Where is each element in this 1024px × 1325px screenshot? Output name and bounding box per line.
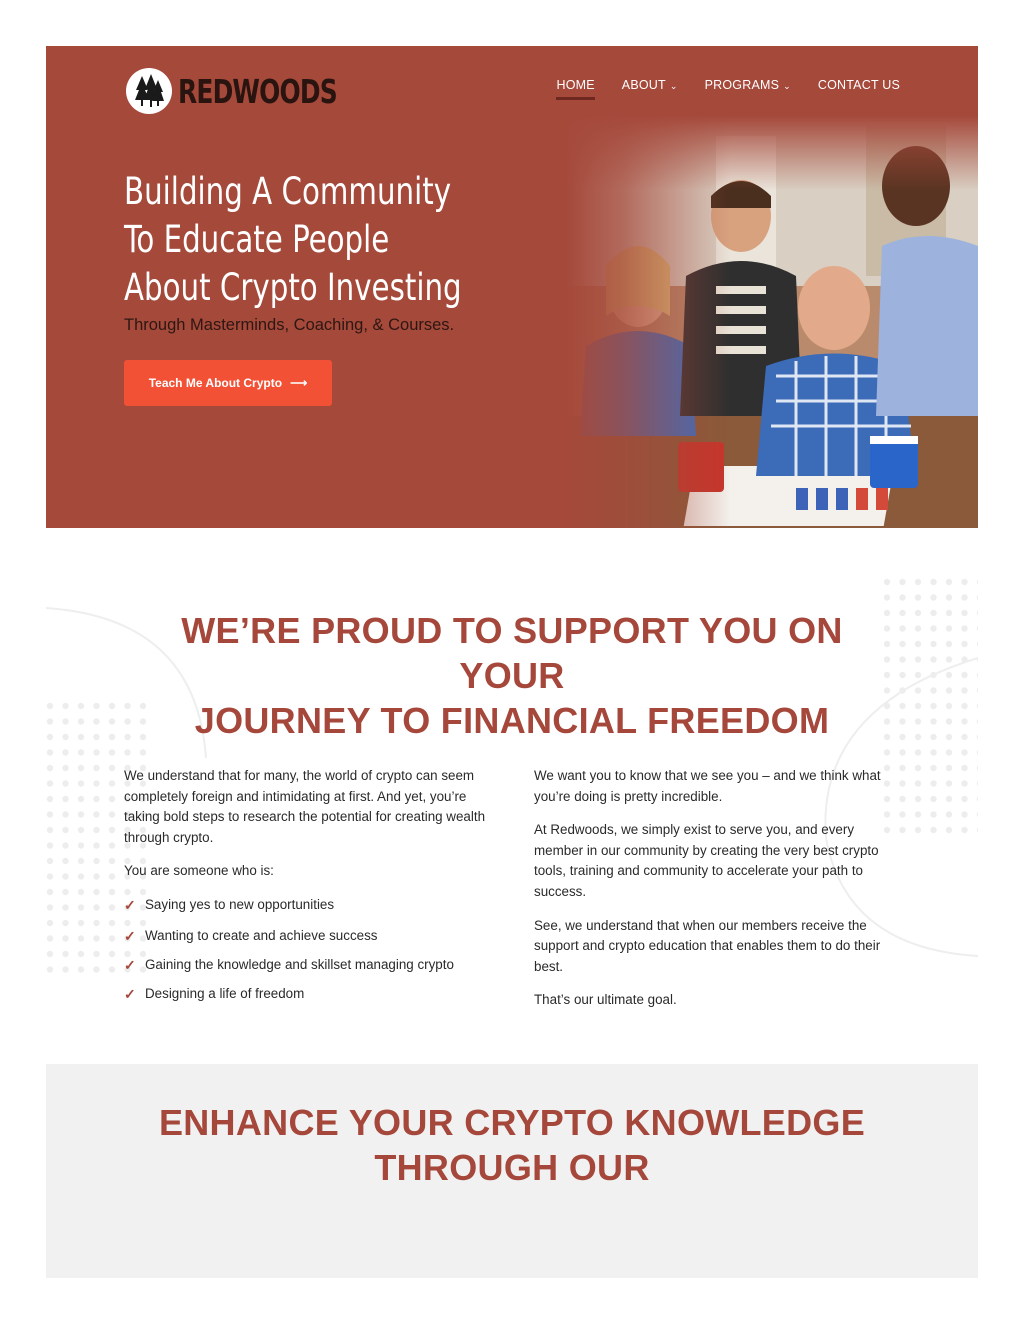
paragraph: That’s our ultimate goal. xyxy=(534,992,677,1008)
enhance-section xyxy=(46,1064,978,1278)
paragraph: See, we understand that when our members receive the support and crypto education that enables them to do their best. xyxy=(534,917,881,974)
nav-label: ABOUT xyxy=(621,78,666,92)
hero-photo-fade xyxy=(566,116,978,528)
support-heading-line: WE’RE PROUD TO SUPPORT YOU ON xyxy=(181,610,843,651)
checkmark-icon: ✓ xyxy=(124,986,136,1003)
nav-item-contact-us[interactable] xyxy=(818,78,900,100)
nav-label: PROGRAMS xyxy=(704,78,780,92)
checklist xyxy=(124,895,494,1005)
hero-section xyxy=(46,46,978,528)
hero-title xyxy=(124,168,476,312)
hero-title-line: To Educate People xyxy=(124,218,390,261)
paragraph: We want you to know that we see you – and we think what you’re doing is pretty incredible. xyxy=(534,768,881,804)
paragraph: You are someone who is: xyxy=(124,863,274,879)
checkmark-icon: ✓ xyxy=(124,896,136,913)
list-item-text: Designing a life of freedom xyxy=(145,986,305,1002)
brand-name: REDWOODS xyxy=(178,71,337,111)
paragraph: At Redwoods, we simply exist to serve you, and every member in our community by creating the very best crypto tools, training and community to accelerate your path to success. xyxy=(534,822,879,899)
paragraph: We understand that for many, the world of crypto can seem completely foreign and intimidating at first. And yet, you’re taking bold steps to research the potential for creating wealth through crypto. xyxy=(124,768,486,845)
pine-trees-icon xyxy=(126,68,172,114)
support-left-column xyxy=(124,766,494,1015)
chevron-down-icon: ⌄ xyxy=(669,81,678,91)
list-item-text: Saying yes to new opportunities xyxy=(145,896,335,912)
hero-subtitle: Through Masterminds, Coaching, & Courses. xyxy=(124,316,455,334)
list-item xyxy=(124,984,494,1005)
nav-label: HOME xyxy=(556,78,595,92)
enhance-heading xyxy=(46,1100,978,1190)
checkmark-icon: ✓ xyxy=(124,927,136,944)
teach-me-about-crypto-button[interactable] xyxy=(124,360,332,406)
hero-team-photo xyxy=(566,116,978,528)
nav-label: CONTACT US xyxy=(817,78,900,92)
support-heading-line: YOUR xyxy=(459,655,565,696)
arrow-right-icon: ⟶ xyxy=(290,376,308,390)
cta-label: Teach Me About Crypto xyxy=(148,376,283,390)
main-nav xyxy=(556,78,900,100)
chevron-down-icon: ⌄ xyxy=(783,81,791,91)
nav-item-home[interactable] xyxy=(556,78,594,100)
list-item xyxy=(124,956,494,974)
support-heading xyxy=(100,608,924,743)
list-item xyxy=(124,926,494,947)
support-heading-line: JOURNEY TO FINANCIAL FREEDOM xyxy=(194,700,830,741)
hero-title-line: About Crypto Investing xyxy=(124,266,462,309)
list-item xyxy=(124,895,494,916)
brand-logo[interactable] xyxy=(126,68,367,114)
hero-title-line: Building A Community xyxy=(124,170,452,213)
enhance-heading-line: ENHANCE YOUR CRYPTO KNOWLEDGE xyxy=(158,1102,866,1143)
nav-item-about[interactable] xyxy=(622,78,678,100)
nav-item-programs[interactable] xyxy=(705,78,791,100)
support-right-column xyxy=(534,766,906,1024)
list-item-text: Gaining the knowledge and skillset managing crypto xyxy=(145,957,454,973)
list-item-text: Wanting to create and achieve success xyxy=(145,927,378,943)
enhance-heading-line: THROUGH OUR xyxy=(374,1147,650,1188)
checkmark-icon: ✓ xyxy=(124,957,136,974)
